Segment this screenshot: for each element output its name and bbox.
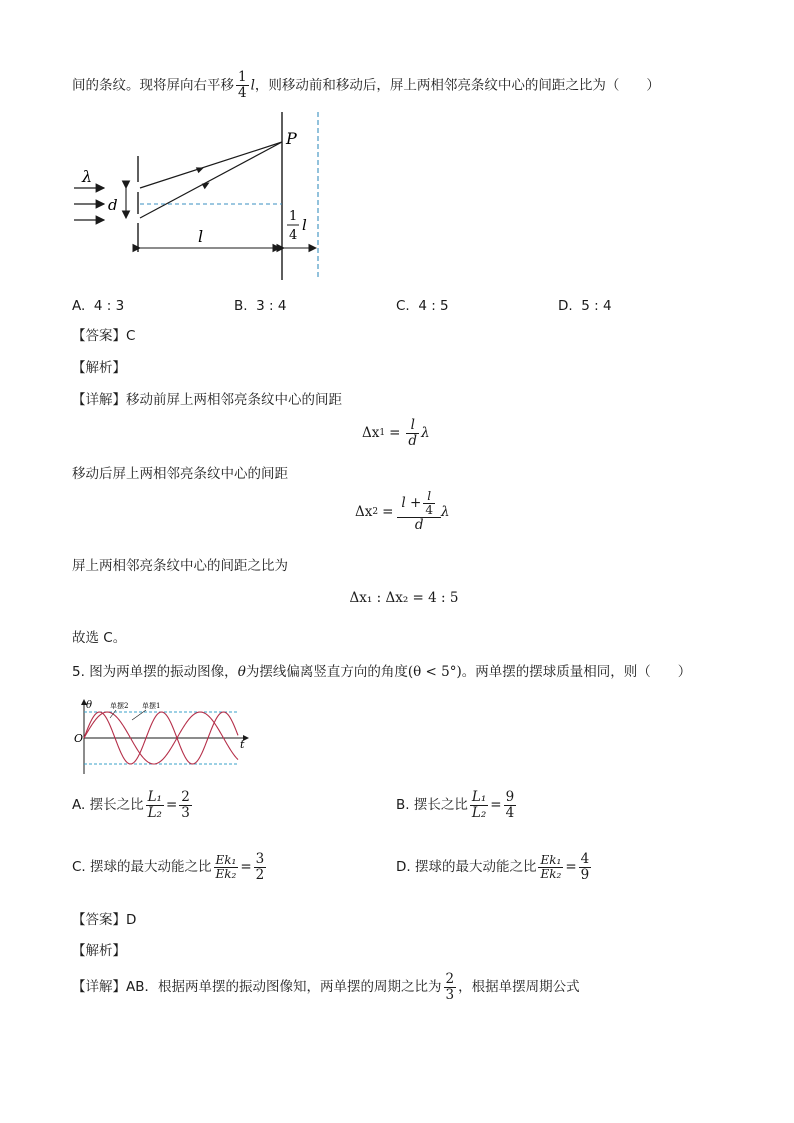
quarter-den: 4 [289, 228, 298, 243]
eq2-numerator [399, 490, 439, 517]
value-den: 9 [580, 866, 590, 883]
period-ratio [444, 972, 457, 1003]
option-value [254, 852, 267, 883]
q4-detail-line1 [72, 390, 342, 410]
eq2-den: d [397, 517, 441, 533]
ray-lower [140, 142, 282, 218]
q5-stem [72, 662, 691, 682]
origin-label: O [74, 732, 84, 745]
equation-2 [355, 490, 450, 533]
option-value [579, 852, 592, 883]
ratio-den: Ek₂ [215, 866, 237, 881]
q5-stem-c: 。两单摆的摆球质量相同，则（ ） [461, 664, 692, 680]
q4-option-b [234, 296, 286, 316]
value-num: 2 [181, 789, 190, 805]
q5-option-a: A. 摆长之比 $\frac{\text{L₁}}{\text{L₂}}$ = $\frac{2}{3}$ [72, 789, 190, 821]
eq2-sub: 2 [372, 506, 379, 517]
ray-upper-arrowhead [196, 167, 205, 174]
detail-text: 移动前屏上两相邻亮条纹中心的间距 [126, 392, 342, 408]
q4-stem [72, 70, 660, 101]
eq1-lhs: Δx [362, 425, 380, 442]
eq1-sub: 1 [379, 428, 386, 439]
q5-detail [72, 972, 580, 1003]
period-num: 2 [445, 971, 455, 987]
eq1-den: d [408, 432, 418, 449]
option-ratio [470, 790, 488, 821]
eq2-lhs: Δx [355, 503, 373, 520]
ray-lower-arrowhead [202, 182, 211, 189]
double-slit-diagram [70, 106, 340, 284]
option-letter: C. [72, 859, 86, 876]
option-letter: A. [72, 298, 86, 314]
option-ratio [146, 790, 164, 821]
detail-text-a: AB．根据两单摆的振动图像知，两单摆的周期之比为 [126, 979, 442, 996]
option-text: 摆长之比 [413, 797, 468, 814]
value-den: 3 [181, 804, 190, 821]
option-ratio [214, 854, 239, 881]
option-text: 摆长之比 [89, 797, 144, 814]
value-den: 2 [255, 866, 265, 883]
option-text: 3 : 4 [256, 298, 287, 314]
detail-text-b: ，根据单摆周期公式 [458, 979, 580, 996]
answer-value: D [126, 912, 137, 928]
answer-label: 【答案】 [72, 328, 126, 344]
ratio-num: L₁ [147, 789, 162, 805]
ratio-den: L₂ [471, 804, 487, 821]
ratio-den: L₂ [147, 804, 162, 821]
period-den: 3 [445, 986, 455, 1003]
q4-stem-fraction [236, 70, 249, 101]
answer-value: C [126, 328, 136, 344]
value-num: 4 [580, 851, 590, 867]
ratio-den: Ek₂ [540, 866, 562, 881]
q5-option-c: C. 摆球的最大动能之比 $\frac{\text{Ek₁}}{\text{Ek₂}}$ = $\frac{3}{2}$ [72, 851, 265, 883]
option-letter: B. [396, 797, 410, 814]
option-ratio [538, 854, 563, 881]
q5-stem-b: 为摆线偏离竖直方向的角度 [245, 664, 408, 680]
ratio-num: L₁ [471, 789, 487, 805]
eq2-equals: = [382, 503, 394, 520]
q4-detail-line2: 移动后屏上两相邻亮条纹中心的间距 [72, 466, 288, 482]
ray-upper [140, 142, 282, 188]
q4-stem-start: 间的条纹。现将屏向右平移 [72, 77, 234, 94]
detail-label: 【详解】 [72, 979, 126, 996]
q4-stem-frac-num: 1 [238, 69, 247, 85]
q5-option-b: B. 摆长之比 $\frac{\text{L₁}}{\text{L₂}}$ = $\frac{9}{4}$ [396, 789, 515, 821]
eq2-inner-num: l [427, 489, 432, 503]
d-label: d [108, 196, 118, 214]
eq2-inner-den: 4 [425, 503, 433, 518]
pendulum2-label: 单摆2 [110, 702, 129, 710]
option-text: 4 : 3 [93, 298, 125, 314]
theta-axis-label: θ [86, 700, 93, 711]
q4-option-d [558, 296, 612, 316]
option-value [504, 790, 517, 821]
detail-label: 【详解】 [72, 392, 126, 408]
equation-1 [362, 418, 430, 449]
answer-label: 【答案】 [72, 912, 126, 928]
q5-option-d: D. 摆球的最大动能之比 $\frac{\text{Ek₁}}{\text{Ek₂}}$ = $\frac{4}{9}$ [396, 851, 590, 883]
q4-analysis: 【解析】 [72, 360, 126, 376]
q5-answer [72, 910, 136, 930]
option-letter: D. [558, 298, 573, 314]
q5-condition: (θ < 5°) [407, 664, 462, 680]
q4-answer [72, 326, 135, 346]
lambda-label: λ [82, 167, 93, 186]
q4-stem-frac-den: 4 [238, 84, 247, 101]
eq1-tail: λ [421, 425, 430, 442]
q4-option-a [72, 296, 124, 316]
q5-theta: θ [237, 664, 246, 680]
equation-3: Δx₁ : Δx₂ = 4 : 5 [349, 590, 459, 606]
l-label: l [198, 227, 204, 246]
eq2-tail: λ [440, 503, 450, 520]
t-axis-label: t [240, 738, 245, 751]
pendulum-vibration-graph [72, 696, 252, 778]
p-label: P [286, 129, 297, 148]
option-value [179, 790, 192, 821]
pendulum2-pointer [110, 710, 116, 718]
q5-number: 5. [72, 664, 85, 680]
option-letter: D. [396, 859, 411, 876]
option-letter: A. [72, 797, 86, 814]
pendulum1-pointer [132, 710, 146, 720]
quarter-var: l [302, 216, 307, 234]
ratio-num: Ek₁ [540, 852, 562, 867]
q4-detail-line3: 屏上两相邻亮条纹中心的间距之比为 [72, 558, 288, 574]
pendulum1-label: 单摆1 [142, 702, 161, 710]
q4-option-c [396, 296, 449, 316]
q4-stem-var: l [250, 77, 255, 94]
option-letter: B. [234, 298, 248, 314]
option-letter: C. [396, 298, 410, 314]
option-text: 摆球的最大动能之比 [90, 859, 212, 876]
value-den: 4 [505, 804, 515, 821]
eq1-equals: = [389, 425, 401, 442]
quarter-num: 1 [289, 209, 298, 224]
q5-stem-a: 图为两单摆的振动图像， [89, 664, 238, 680]
option-text: 5 : 4 [581, 298, 612, 314]
q4-stem-end: ，则移动前和移动后，屏上两相邻亮条纹中心的间距之比为（ ） [254, 77, 660, 94]
ratio-num: Ek₁ [215, 852, 237, 867]
eq2-inner-fraction [423, 490, 435, 517]
value-num: 3 [255, 851, 265, 867]
eq2-num-a: l + [401, 495, 422, 512]
option-text: 4 : 5 [418, 298, 449, 314]
q5-analysis: 【解析】 [72, 943, 126, 959]
option-text: 摆球的最大动能之比 [414, 859, 537, 876]
eq2-fraction [399, 490, 439, 533]
value-num: 9 [505, 789, 515, 805]
q4-conclusion: 故选 C。 [72, 630, 127, 646]
eq1-num: l [410, 417, 415, 433]
eq1-fraction [406, 418, 419, 449]
